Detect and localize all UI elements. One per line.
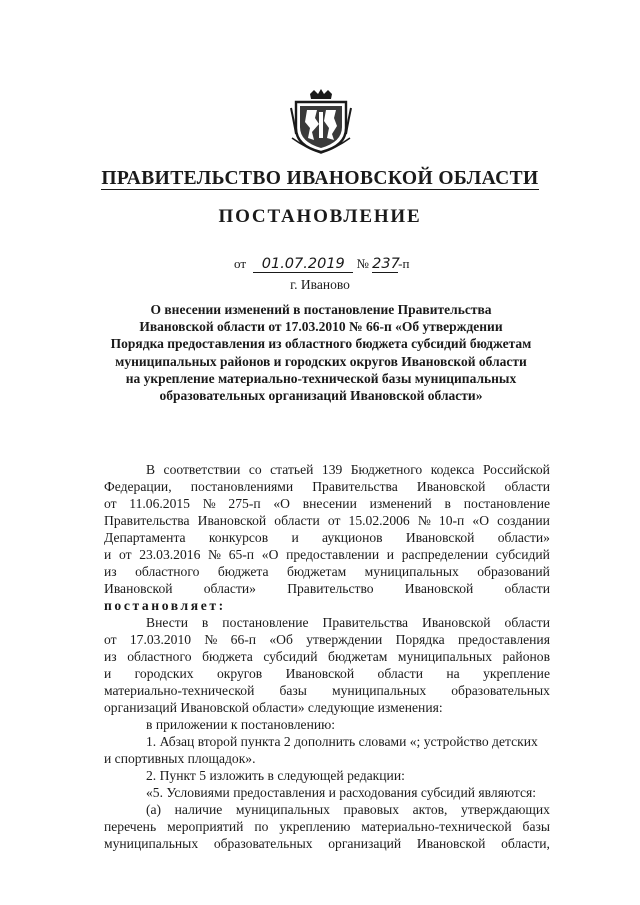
word: и [386, 547, 395, 562]
word: статьей [270, 462, 314, 477]
body-line: организаций Ивановской области» следующие изменения: [104, 700, 443, 715]
word: субсидий [495, 547, 550, 562]
date-number-line [234, 256, 409, 273]
word: области [274, 513, 320, 528]
word: наличие [174, 802, 223, 817]
body-line [104, 478, 550, 495]
word: областного [135, 564, 200, 579]
body-line [104, 648, 550, 665]
body-line [104, 597, 550, 614]
word: № [204, 632, 218, 647]
word: материально-технической [104, 683, 255, 698]
word: на [446, 666, 460, 681]
word: 275-п [228, 496, 261, 511]
word: укреплению [279, 819, 351, 834]
word: создании [497, 513, 550, 528]
word: и [104, 547, 112, 562]
word: Бюджетного [350, 462, 423, 477]
word: конкурсов [208, 530, 269, 545]
word: бюджета [217, 564, 269, 579]
heading-line: образовательных организаций Ивановской области» [159, 388, 483, 404]
word: 17.03.2010 [129, 632, 192, 647]
body-line: «5. Условиями предоставления и расходования субсидий являются: [146, 785, 537, 800]
body-line [104, 682, 550, 699]
document-type: ПОСТАНОВЛЕНИЕ [218, 206, 422, 227]
word: № [208, 547, 222, 562]
word: Федерации, [104, 479, 172, 494]
word: муниципальных [332, 683, 427, 698]
word: «О [273, 496, 290, 511]
word: № [202, 496, 216, 511]
heading-line: О внесении изменений в постановление Правительства [150, 302, 492, 317]
word: 10-п [438, 513, 465, 528]
word: со [248, 462, 262, 477]
number-label: № [356, 256, 369, 271]
body-line [104, 665, 550, 682]
word: от [104, 632, 117, 647]
body-line [104, 631, 550, 648]
word: постановление [222, 615, 309, 630]
word: № [417, 513, 431, 528]
word: в [201, 615, 209, 630]
word: 15.02.2006 [348, 513, 410, 528]
document-heading [108, 301, 534, 404]
word: Ивановской [285, 666, 355, 681]
word: постановление [463, 496, 550, 511]
word: области [504, 615, 550, 630]
word: муниципальных [397, 649, 493, 664]
word: из [104, 564, 117, 579]
word: правовых [343, 802, 400, 817]
word: областного [127, 649, 192, 664]
word: Ивановской [422, 615, 491, 630]
word: районов [502, 649, 550, 664]
body-line [104, 818, 550, 835]
organization-title: ПРАВИТЕЛЬСТВО ИВАНОВСКОЙ ОБЛАСТИ [101, 168, 539, 189]
word: из [104, 649, 117, 664]
word: Ивановской [197, 513, 267, 528]
word: материально-технической [361, 819, 512, 834]
heading-line: Ивановской области от 17.03.2010 № 66-п «Об утверждении [139, 319, 503, 335]
word: образовательных [213, 836, 313, 851]
word: Ивановской [416, 479, 486, 494]
word: «Об [269, 632, 293, 647]
word: утверждении [306, 632, 383, 647]
word: Российской [482, 462, 550, 477]
body-line [104, 614, 550, 631]
word: «О [472, 513, 490, 528]
word: организаций [328, 836, 402, 851]
resolves-word: постановляет: [104, 598, 226, 613]
word: Порядка [395, 632, 445, 647]
word: области [504, 479, 550, 494]
word: 23.03.2016 [139, 547, 201, 562]
date-label: от [234, 256, 247, 271]
word: Департамента [104, 530, 186, 545]
word: Ивановской [405, 530, 475, 545]
word: и [291, 530, 299, 545]
word: бюджетам [286, 564, 347, 579]
body-line [104, 512, 550, 529]
word: соответствии [163, 462, 241, 477]
word: 66-п [230, 632, 257, 647]
word: аукционов [322, 530, 383, 545]
word: укрепление [483, 666, 550, 681]
word: Ивановской [416, 836, 486, 851]
word: субсидий [263, 649, 318, 664]
word: внесении [302, 496, 357, 511]
coat-of-arms-icon [290, 88, 352, 154]
body-line [104, 580, 550, 597]
word: кодекса [430, 462, 475, 477]
word: и [104, 666, 112, 681]
word: В [146, 462, 156, 477]
word: области» [203, 581, 256, 596]
document-body [104, 461, 550, 852]
word: муниципальных [235, 802, 330, 817]
word: базы [279, 683, 307, 698]
document-place: г. Иваново [290, 277, 350, 292]
word: (а) [146, 802, 162, 817]
word: Правительства [312, 479, 398, 494]
number-suffix: -п [398, 256, 410, 271]
word: бюджетам [328, 649, 388, 664]
body-line [104, 495, 550, 512]
word: от [104, 496, 117, 511]
word: области» [497, 530, 550, 545]
heading-line: на укрепление материально-технической базы муниципальных [125, 370, 517, 386]
word: округов [216, 666, 263, 681]
word: Внести [146, 615, 188, 630]
word: предоставления [457, 632, 550, 647]
word: Правительства [104, 513, 190, 528]
body-line [104, 546, 550, 563]
heading-line: муниципальных районов и городских округов Ивановской области [115, 353, 527, 369]
word: от [327, 513, 341, 528]
body-line [104, 801, 550, 818]
word: «О [261, 547, 279, 562]
word: базы [522, 819, 550, 834]
word: по [254, 819, 269, 834]
word: бюджета [202, 649, 253, 664]
word: области, [501, 836, 550, 851]
word: образовательных [451, 683, 550, 698]
word: 139 [321, 462, 343, 477]
document-number: 237 [372, 256, 400, 272]
word: мероприятий [167, 819, 244, 834]
word: Ивановской [104, 581, 173, 596]
word: образований [477, 564, 550, 579]
word: муниципальных [364, 564, 459, 579]
body-line [104, 529, 550, 546]
document-date: 01.07.2019 [253, 256, 353, 273]
word: постановлениями [190, 479, 294, 494]
heading-line: Порядка предоставления из областного бюджета субсидий бюджетам [110, 336, 532, 352]
word: актов, [412, 802, 448, 817]
word: 65-п [228, 547, 255, 562]
word: городских [134, 666, 194, 681]
word: изменений [369, 496, 432, 511]
word: муниципальных [104, 836, 199, 851]
word: от [118, 547, 132, 562]
word: Правительства [322, 615, 409, 630]
body-line [104, 835, 550, 852]
body-line: 2. Пункт 5 изложить в следующей редакции: [146, 768, 405, 783]
body-line: 1. Абзац второй пункта 2 дополнить словами «; устройство детских [146, 734, 538, 749]
body-line: в приложении к постановлению: [146, 717, 336, 732]
word: предоставлении [286, 547, 380, 562]
word: распределении [401, 547, 489, 562]
word: области [377, 666, 423, 681]
body-line [104, 461, 550, 478]
word: в [444, 496, 451, 511]
word: утверждающих [461, 802, 550, 817]
word: области [504, 581, 550, 596]
body-line [104, 563, 550, 580]
word: Ивановской [404, 581, 474, 596]
word: перечень [104, 819, 157, 834]
word: Правительство [287, 581, 374, 596]
body-line: и спортивных площадок». [104, 751, 256, 766]
word: 11.06.2015 [129, 496, 190, 511]
